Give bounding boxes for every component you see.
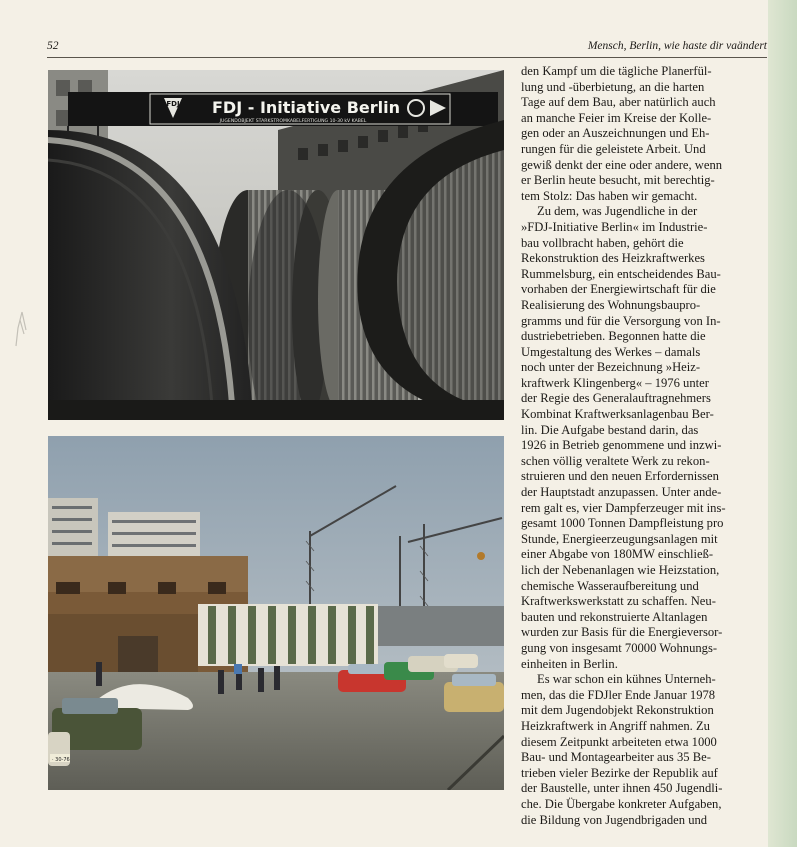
text-line: lung und -überbietung, an die harten [521, 79, 705, 94]
text-line: gung von insgesamt 70000 Wohnungs- [521, 640, 718, 655]
text-line: Kombinat Kraftwerksanlagenbau Ber- [521, 407, 714, 422]
text-line: der Regie des Generalauftragnehmers [521, 391, 711, 406]
text-line: chemische Wasseraufbereitung und [521, 578, 699, 593]
text-line: gen oder an Auszeichnungen und Eh- [521, 126, 710, 141]
page-edge [768, 0, 797, 847]
text-line: lich der Nebenanlagen wie Heizstation, [521, 563, 720, 577]
text-line: Es war schon ein kühnes Unterneh- [537, 672, 716, 687]
text-line: Kraftwerkswerkstatt zu schaffen. Neu- [521, 594, 716, 609]
text-line: der Hauptstadt anzupassen. Unter ande- [521, 485, 722, 500]
text-line: an manche Feier im Kreise der Kolle- [521, 110, 712, 125]
text-line: men, das die FDJler Ende Januar 1978 [521, 687, 716, 702]
text-line: Heizkraftwerk in Angriff nahmen. Zu [521, 718, 710, 733]
running-title: Mensch, Berlin, wie haste dir vaändert [587, 40, 767, 52]
banner-emblem: FDJ [166, 100, 180, 108]
text-line: kraftwerk Klingenberg« – 1976 unter [521, 375, 709, 390]
text-line: che. Die Übergabe konkreter Aufgaben, [521, 796, 722, 811]
text-line: Stunde, Energieerzeugungsanlagen mit [521, 531, 718, 546]
license-plate: · 30-76 [52, 757, 70, 763]
text-line: einer Abgabe von 180MW einschließ- [521, 547, 714, 562]
page-number: 52 [47, 40, 59, 52]
text-line: Rummelsburg, ein entscheidendes Bau- [521, 266, 721, 281]
text-line: trieben vieler Bezirke der Republik auf [521, 765, 718, 780]
text-line: schen völlig veraltete Werk zu rekon- [521, 453, 710, 468]
text-line: »FDJ-Initiative Berlin« im Industrie- [521, 219, 708, 234]
page-header [47, 40, 767, 56]
text-line: einheiten in Berlin. [521, 656, 618, 671]
text-line: wurden zur Basis für die Energieversor- [521, 625, 723, 640]
photo-power-plant-site [48, 436, 504, 790]
text-line: diesem Zeitpunkt arbeiteten etwa 1000 [521, 734, 717, 749]
text-line: lin. Die Aufgabe bestand darin, das [521, 422, 699, 437]
text-line: die Bildung von Jugendbrigaden und [521, 812, 708, 827]
text-line: der Baustelle, unter ihnen 450 Jugendli- [521, 781, 723, 796]
text-line: mit dem Jugendobjekt Rekonstruktion [521, 703, 714, 718]
text-line: bauten und rekonstruierte Altanlagen [521, 609, 708, 624]
text-line: struieren und den neuen Erfordernissen [521, 469, 719, 484]
text-line: gramms und für die Versorgung von In- [521, 313, 721, 328]
text-line: bau vollbracht haben, gehört die [521, 235, 684, 250]
text-line: 1926 in Betrieb genommene und inzwi- [521, 438, 722, 453]
text-line: noch unter der Bezeichnung »Heiz- [521, 360, 701, 375]
paper-stain [14, 310, 30, 348]
text-line: rungen für die geleistete Arbeit. Und [521, 141, 706, 156]
text-line: Umgestaltung des Werkes – damals [521, 344, 701, 359]
text-line: Bau- und Montagearbeiter aus 35 Be- [521, 750, 711, 765]
text-line: Rekonstruktion des Heizkraftwerkes [521, 251, 705, 266]
text-line: gewiß denkt der eine oder andere, wenn [521, 157, 723, 172]
text-line: vorhaben der Energiewirtschaft für die [521, 282, 716, 297]
text-line: tem Stolz: Das haben wir gemacht. [521, 188, 698, 203]
article-text [521, 64, 767, 828]
banner-subtitle: JUGENDOBJEKT STARKSTROMKABELFERTIGUNG 10-30 kV KABEL [219, 119, 367, 124]
text-line: dustriebetrieben. Begonnen hatte die [521, 329, 706, 344]
banner-title: FDJ - Initiative Berlin [212, 98, 400, 117]
text-line: Realisierung des Wohnungsbaupro- [521, 297, 701, 312]
text-line: gesamt 1000 Tonnen Dampfleistung pro [521, 516, 724, 531]
text-line: er Berlin heute besucht, mit berechtig- [521, 173, 715, 188]
text-line: den Kampf um die tägliche Planerfül- [521, 64, 712, 78]
text-line: rem galt es, vier Dampferzeuger mit ins- [521, 500, 726, 515]
header-rule [47, 57, 767, 58]
text-line: Tage auf dem Bau, aber natürlich auch [521, 95, 716, 110]
text-line: Zu dem, was Jugendliche in der [537, 204, 698, 219]
photo-cable-drums [48, 70, 504, 420]
